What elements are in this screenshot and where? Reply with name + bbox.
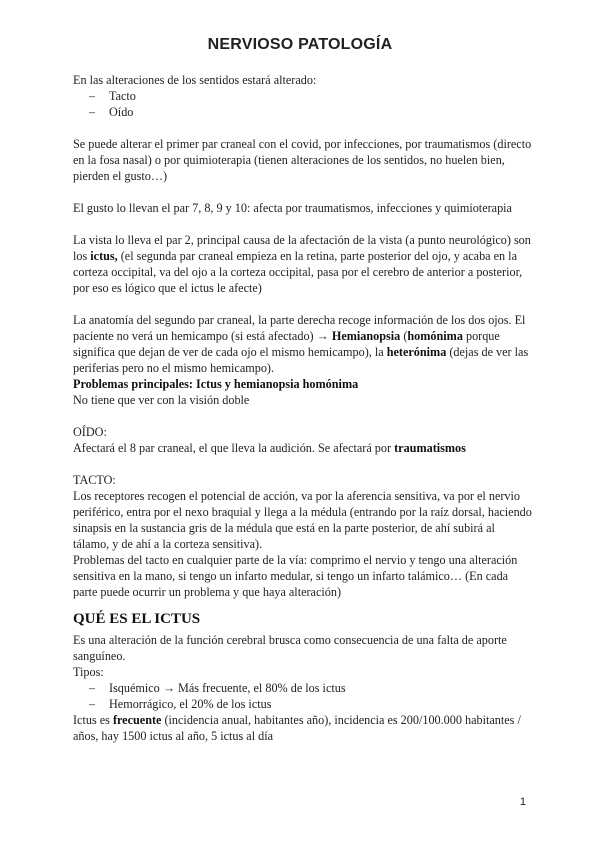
- list-item: – Isquémico → Más frecuente, el 80% de los ictus: [89, 680, 533, 696]
- list-item: – Oído: [89, 104, 533, 120]
- senses-list: [73, 88, 533, 120]
- bold-problemas: Problemas principales: Ictus y hemianopsia homónima: [73, 377, 359, 391]
- tipos-list: [73, 680, 533, 712]
- problemas-principales: [73, 376, 533, 392]
- intro-text: En las alteraciones de los sentidos estará alterado:: [73, 73, 317, 87]
- text-span: (incidencia anual, habitantes año), incidencia es 200/100.000 habitantes / años, hay 1500 ictus al año, 5 ictus al día: [73, 713, 521, 743]
- document-body: [73, 72, 533, 744]
- text-span: La anatomía del segundo par craneal, la parte derecha recoge información de los dos ojos. El paciente no verá un hemicampo (si está afectado): [73, 313, 526, 343]
- list-item: – Hemorrágico, el 20% de los ictus: [89, 696, 533, 712]
- paragraph-tacto-1: Los receptores recogen el potencial de acción, va por la aferencia sensitiva, va por el nervio periférico, entra por el nexo braquial y llega a la médula (entrando por la raíz dorsal, haciendo sinapsis en la sustancia gris de la médula que está en la parte posterior, de ahí subirá al tálamo, y de ahí a la corteza sensitiva).: [73, 489, 532, 551]
- text-span: (el segunda par craneal empieza en la retina, parte posterior del ojo, y acaba en la corteza occipital, va del ojo a la corteza occipital, pasa por el cerebro de anterior a posterior, por eso es lógico que el ictus le afecte): [73, 249, 523, 295]
- text-span: (dejas de ver las periferias pero no el mismo hemicampo).: [73, 345, 529, 375]
- tacto-heading: TACTO:: [73, 473, 116, 487]
- text-span: La vista lo lleva el par 2, principal causa de la afectación de la vista (a punto neurológico) son los: [73, 233, 531, 263]
- text-span: (: [400, 329, 408, 343]
- text-span: Afectará el 8 par craneal, el que lleva la audición. Se afectará por: [73, 441, 395, 455]
- bold-frecuente: frecuente: [112, 713, 162, 727]
- bold-heteronima: heterónima: [386, 345, 447, 359]
- arrow-icon: →: [316, 329, 329, 343]
- paragraph-gusto: El gusto lo llevan el par 7, 8, 9 y 10: afecta por traumatismos, infecciones y quimioterapia: [73, 201, 512, 215]
- bold-traumatismos: traumatismos: [394, 441, 466, 455]
- list-item: – Tacto: [89, 88, 533, 104]
- paragraph-frecuencia: [73, 712, 533, 744]
- bold-hemianopsia: Hemianopsia: [328, 329, 401, 343]
- bold-homonima: homónima: [407, 329, 463, 343]
- paragraph-oido: [73, 440, 533, 456]
- tipos-label: Tipos:: [73, 665, 104, 679]
- vision-doble-note: No tiene que ver con la visión doble: [73, 393, 250, 407]
- text-span: Ictus es: [73, 713, 113, 727]
- section-heading-ictus: QUÉ ES EL ICTUS: [73, 611, 201, 627]
- page-number: 1: [519, 796, 526, 808]
- paragraph-anatomia: [73, 312, 533, 376]
- paragraph-ictus-def: Es una alteración de la función cerebral brusca como consecuencia de una falta de aporte sanguíneo.: [73, 633, 507, 663]
- bold-ictus: ictus,: [90, 249, 118, 263]
- page-title: NERVIOSO PATOLOGÍA: [207, 36, 393, 53]
- oido-heading: OÍDO:: [73, 425, 107, 439]
- paragraph-primer-par: Se puede alterar el primer par craneal con el covid, por infecciones, por traumatismos (directo en la fosa nasal) o por quimioterapia (tienen alteraciones de los sentidos, no huelen bien, pierden el gusto…): [73, 137, 532, 183]
- paragraph-vista: [73, 232, 533, 296]
- paragraph-tacto-2: Problemas del tacto en cualquier parte de la vía: comprimo el nervio y tengo una alteración sensitiva en la mano, si tengo un infarto medular, si tengo un infarto talámico… (En cada parte puede ocurrir un problema y que haya alteración): [73, 553, 518, 599]
- text-span: porque significa que dejan de ver de cada ojo el mismo hemicampo), la: [73, 329, 500, 359]
